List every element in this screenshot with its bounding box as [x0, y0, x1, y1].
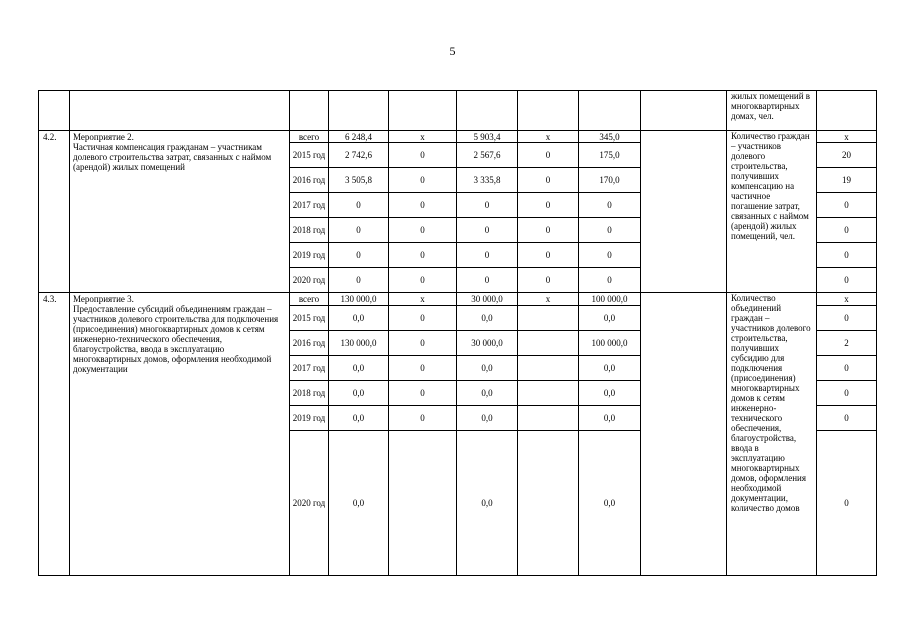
value-cell: 0,0 [579, 431, 641, 576]
value-cell: 0 [518, 193, 579, 218]
value-cell [518, 331, 579, 356]
value-cell: 2 742,6 [329, 143, 389, 168]
value-cell: 0 [518, 218, 579, 243]
cell [641, 91, 727, 131]
year-cell: 2017 год [290, 193, 329, 218]
value-cell: 0 [329, 193, 389, 218]
target-cell: 0 [817, 268, 877, 293]
cell [817, 91, 877, 131]
year-cell: 2016 год [290, 168, 329, 193]
target-cell: 2 [817, 331, 877, 356]
value-cell: 0 [389, 406, 457, 431]
target-cell: 0 [817, 356, 877, 381]
page-number: 5 [449, 44, 456, 58]
cell [579, 91, 641, 131]
value-cell: 0 [457, 193, 518, 218]
value-cell: 0 [389, 243, 457, 268]
table-body [39, 91, 877, 576]
value-cell: 0 [579, 193, 641, 218]
value-cell: 130 000,0 [329, 293, 389, 306]
continuation-row [39, 91, 877, 131]
value-cell: 0 [389, 193, 457, 218]
year-cell: 2017 год [290, 356, 329, 381]
empty-cell [641, 293, 727, 576]
year-cell: 2020 год [290, 431, 329, 576]
value-cell: 0,0 [457, 306, 518, 331]
year-cell: 2020 год [290, 268, 329, 293]
value-cell: 3 505,8 [329, 168, 389, 193]
value-cell: 170,0 [579, 168, 641, 193]
cell [70, 91, 290, 131]
value-cell: 0,0 [579, 306, 641, 331]
target-cell: 0 [817, 381, 877, 406]
value-cell: 0 [329, 268, 389, 293]
cell [518, 91, 579, 131]
value-cell: 30 000,0 [457, 293, 518, 306]
value-cell: 0,0 [579, 406, 641, 431]
continuation-indicator: жилых помещений в многоквартирных домах, чел. [727, 91, 817, 131]
target-cell: 0 [817, 306, 877, 331]
value-cell [518, 431, 579, 576]
value-cell: 0 [457, 243, 518, 268]
value-cell: 0,0 [457, 406, 518, 431]
value-cell: х [518, 131, 579, 143]
value-cell: 6 248,4 [329, 131, 389, 143]
value-cell: х [389, 131, 457, 143]
cell [457, 91, 518, 131]
value-cell: 0,0 [579, 381, 641, 406]
value-cell: 3 335,8 [457, 168, 518, 193]
value-cell [518, 406, 579, 431]
value-cell: 0 [579, 218, 641, 243]
year-cell: всего [290, 293, 329, 306]
cell [290, 91, 329, 131]
target-cell: 0 [817, 218, 877, 243]
section-title: Мероприятие 3. Предоставление субсидий объединениям граждан – участников долевого строительства для подключения (присоединения) многоквартирных домов к сетям инженерно-технического обеспечения, благоустройства, ввода в эксплуатацию многоквартирных домов, оформления необходимой документации [70, 293, 290, 576]
cell [389, 91, 457, 131]
value-cell: 0,0 [329, 381, 389, 406]
value-cell [518, 356, 579, 381]
section-number: 4.2. [39, 131, 70, 293]
indicator-text: Количество граждан – участников долевого строительства, получивших компенсацию на частичное погашение затрат, связанных с наймом (арендой) жилых помещений, чел. [727, 131, 817, 293]
value-cell: 0 [518, 268, 579, 293]
empty-cell [641, 131, 727, 293]
target-cell: 20 [817, 143, 877, 168]
target-cell: 0 [817, 243, 877, 268]
value-cell: 345,0 [579, 131, 641, 143]
value-cell: 0,0 [329, 356, 389, 381]
value-cell: 0 [329, 243, 389, 268]
year-cell: 2016 год [290, 331, 329, 356]
value-cell: 0 [579, 268, 641, 293]
value-cell: 0 [457, 268, 518, 293]
value-cell: 0 [389, 381, 457, 406]
value-cell: 0 [389, 218, 457, 243]
value-cell: 0,0 [457, 431, 518, 576]
value-cell: 0,0 [329, 431, 389, 576]
value-cell [518, 306, 579, 331]
cell [39, 91, 70, 131]
target-cell: 0 [817, 406, 877, 431]
year-cell: 2018 год [290, 381, 329, 406]
value-cell: х [518, 293, 579, 306]
section-number: 4.3. [39, 293, 70, 576]
value-cell: 0 [579, 243, 641, 268]
year-cell: всего [290, 131, 329, 143]
value-cell [389, 431, 457, 576]
value-cell: 0,0 [579, 356, 641, 381]
value-cell: 0 [389, 143, 457, 168]
value-cell: 0 [457, 218, 518, 243]
year-cell: 2015 год [290, 306, 329, 331]
value-cell [518, 381, 579, 406]
value-cell: 0,0 [329, 406, 389, 431]
value-cell: 0 [329, 218, 389, 243]
value-cell: 0,0 [329, 306, 389, 331]
value-cell: 0 [389, 331, 457, 356]
value-cell: 100 000,0 [579, 293, 641, 306]
table-row [39, 131, 877, 143]
value-cell: 0 [389, 356, 457, 381]
value-cell: 30 000,0 [457, 331, 518, 356]
value-cell: 100 000,0 [579, 331, 641, 356]
section-title: Мероприятие 2. Частичная компенсация гражданам – участникам долевого строительства затрат, связанных с наймом (арендой) жилых помещений [70, 131, 290, 293]
target-cell: 19 [817, 168, 877, 193]
value-cell: 175,0 [579, 143, 641, 168]
value-cell: 0 [518, 243, 579, 268]
target-cell: 0 [817, 193, 877, 218]
value-cell: 2 567,6 [457, 143, 518, 168]
indicator-text: Количество объединений граждан – участников долевого строительства, получивших субсидию для подключения (присоединения) многоквартирных домов к сетям инженерно-технического обеспечения, благоустройства, ввода в эксплуатацию многоквартирных домов, оформления необходимой документации, количество домов [727, 293, 817, 576]
value-cell: 0 [389, 268, 457, 293]
value-cell: 0,0 [457, 356, 518, 381]
table-row [39, 293, 877, 306]
program-table [38, 90, 877, 576]
value-cell: 130 000,0 [329, 331, 389, 356]
value-cell: 0 [389, 168, 457, 193]
year-cell: 2019 год [290, 406, 329, 431]
value-cell: 0 [518, 143, 579, 168]
year-cell: 2015 год [290, 143, 329, 168]
target-cell: х [817, 293, 877, 306]
value-cell: 5 903,4 [457, 131, 518, 143]
target-cell: 0 [817, 431, 877, 576]
value-cell: 0,0 [457, 381, 518, 406]
value-cell: 0 [389, 306, 457, 331]
year-cell: 2018 год [290, 218, 329, 243]
target-cell: х [817, 131, 877, 143]
year-cell: 2019 год [290, 243, 329, 268]
value-cell: х [389, 293, 457, 306]
value-cell: 0 [518, 168, 579, 193]
cell [329, 91, 389, 131]
